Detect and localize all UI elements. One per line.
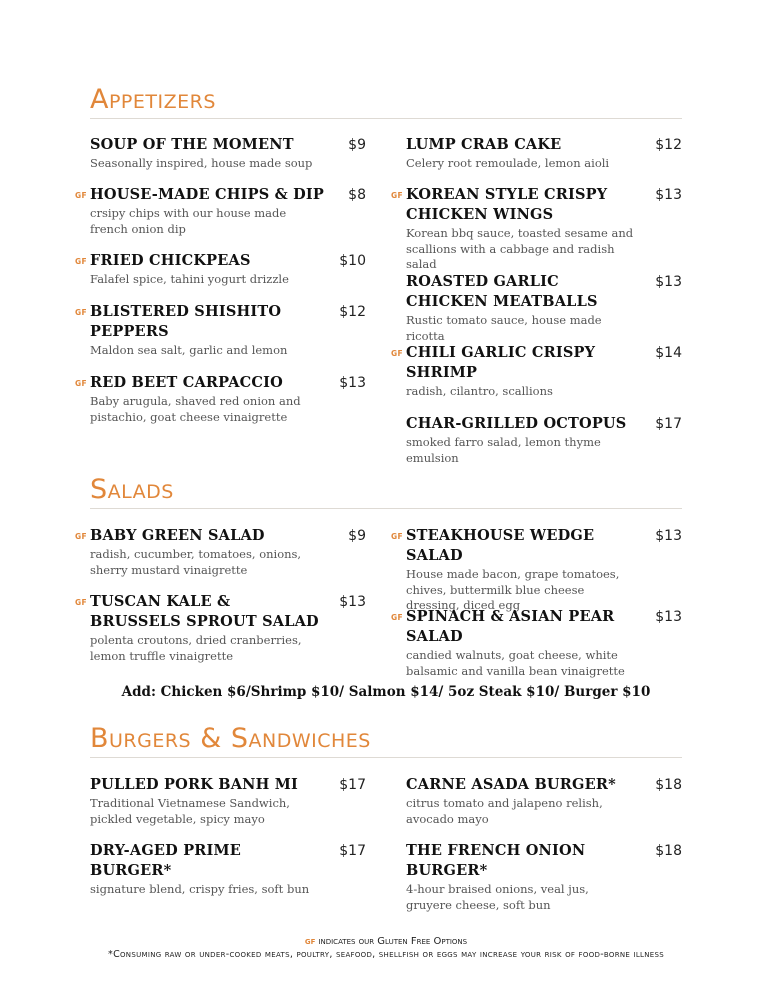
item-description: smoked farro salad, lemon thyme emulsion [406, 435, 601, 465]
item-name: CARNE ASADA BURGER* [406, 776, 616, 793]
section-title-salads: Salads [90, 474, 682, 509]
section-title-burgers: Burgers & Sandwiches [90, 723, 682, 758]
item-name: SOUP OF THE MOMENT [90, 136, 294, 153]
item-name: LUMP CRAB CAKE [406, 136, 562, 153]
item-description: Celery root remoulade, lemon aioli [406, 156, 610, 170]
item-name: CHILI GARLIC CRISPY SHRIMP [406, 344, 596, 381]
menu-item [90, 135, 366, 172]
item-name: CHAR-GRILLED OCTOPUS [406, 415, 627, 432]
gluten-free-badge: GF [391, 613, 403, 622]
item-name: FRIED CHICKPEAS [90, 252, 251, 269]
item-description: Rustic tomato sauce, house made ricotta [406, 313, 602, 343]
item-description: signature blend, crispy fries, soft bun [90, 882, 310, 896]
menu-item [75, 592, 366, 664]
item-price: $13 [655, 609, 682, 625]
gluten-free-badge: GF [75, 598, 87, 607]
gluten-free-badge: GF [75, 257, 87, 266]
item-description: Falafel spice, tahini yogurt drizzle [90, 272, 289, 286]
gluten-free-legend [0, 936, 772, 947]
item-price: $18 [655, 843, 682, 859]
item-name: DRY-AGED PRIME BURGER* [90, 842, 242, 879]
item-name: HOUSE-MADE CHIPS & DIP [90, 186, 325, 203]
gluten-free-badge: GF [304, 938, 316, 946]
item-description: House made bacon, grape tomatoes, chives, buttermilk blue cheese dressing, diced egg [406, 567, 620, 612]
salad-add-ons: Add: Chicken $6/Shrimp $10/ Salmon $14/ 5oz Steak $10/ Burger $10 [121, 684, 651, 700]
menu-item [75, 251, 366, 288]
item-price: $12 [339, 304, 366, 320]
menu-item [90, 841, 366, 898]
item-price: $13 [655, 274, 682, 290]
item-name: PULLED PORK BANH MI [90, 776, 298, 793]
menu-item [75, 185, 366, 237]
item-price: $10 [339, 253, 366, 269]
item-price: $12 [655, 137, 682, 153]
gluten-free-badge: GF [75, 308, 87, 317]
menu-item [75, 526, 366, 578]
menu-item [406, 841, 682, 913]
item-description: Korean bbq sauce, toasted sesame and scallions with a cabbage and radish salad [406, 226, 634, 271]
section-title-appetizers: Appetizers [90, 84, 682, 119]
item-price: $13 [339, 375, 366, 391]
item-price: $14 [655, 345, 682, 361]
gluten-free-badge: GF [75, 532, 87, 541]
item-price: $13 [655, 187, 682, 203]
menu-item [406, 775, 682, 827]
item-description: radish, cilantro, scallions [406, 384, 553, 398]
item-name: SPINACH & ASIAN PEAR SALAD [406, 608, 615, 645]
item-description: Seasonally inspired, house made soup [90, 156, 313, 170]
gluten-free-badge: GF [391, 532, 403, 541]
item-description: Maldon sea salt, garlic and lemon [90, 343, 288, 357]
menu-item [75, 373, 366, 425]
menu-item [406, 272, 682, 344]
item-description: candied walnuts, goat cheese, white balsamic and vanilla bean vinaigrette [406, 648, 625, 678]
menu-item [406, 135, 682, 172]
menu-item [391, 343, 682, 400]
menu-item [90, 775, 366, 827]
menu-item [406, 414, 682, 466]
item-price: $8 [348, 187, 366, 203]
item-price: $17 [655, 416, 682, 432]
item-description: Baby arugula, shaved red onion and pistachio, goat cheese vinaigrette [90, 394, 301, 424]
item-price: $9 [348, 528, 366, 544]
item-name: BABY GREEN SALAD [90, 527, 265, 544]
menu-item [391, 185, 682, 273]
item-description: polenta croutons, dried cranberries, lemon truffle vinaigrette [90, 633, 302, 663]
item-name: TUSCAN KALE & BRUSSELS SPROUT SALAD [90, 593, 319, 630]
item-description: 4-hour braised onions, veal jus, gruyere cheese, soft bun [406, 882, 589, 912]
item-name: THE FRENCH ONION BURGER* [406, 842, 586, 879]
gluten-free-note: indicates our Gluten Free Options [318, 936, 468, 947]
menu-item [391, 526, 682, 614]
item-price: $17 [339, 777, 366, 793]
gluten-free-badge: GF [391, 349, 403, 358]
item-name: KOREAN STYLE CRISPY CHICKEN WINGS [406, 186, 608, 223]
item-price: $13 [655, 528, 682, 544]
gluten-free-badge: GF [75, 191, 87, 200]
gluten-free-badge: GF [75, 379, 87, 388]
item-price: $17 [339, 843, 366, 859]
item-price: $9 [348, 137, 366, 153]
item-description: Traditional Vietnamese Sandwich, pickled vegetable, spicy mayo [90, 796, 290, 826]
item-description: radish, cucumber, tomatoes, onions, sherry mustard vinaigrette [90, 547, 302, 577]
item-price: $13 [339, 594, 366, 610]
item-name: STEAKHOUSE WEDGE SALAD [406, 527, 595, 564]
item-name: BLISTERED SHISHITO PEPPERS [90, 303, 282, 340]
menu-item [75, 302, 366, 359]
gluten-free-badge: GF [391, 191, 403, 200]
item-description: citrus tomato and jalapeno relish, avocado mayo [406, 796, 603, 826]
item-name: RED BEET CARPACCIO [90, 374, 283, 391]
consumption-warning: *Consuming raw or under-cooked meats, poultry, seafood, shellfish or eggs may increase your risk of food-borne illness [108, 949, 664, 960]
item-description: crsipy chips with our house made french onion dip [90, 206, 287, 236]
item-price: $18 [655, 777, 682, 793]
item-name: ROASTED GARLIC CHICKEN MEATBALLS [406, 273, 598, 310]
menu-item [391, 607, 682, 679]
